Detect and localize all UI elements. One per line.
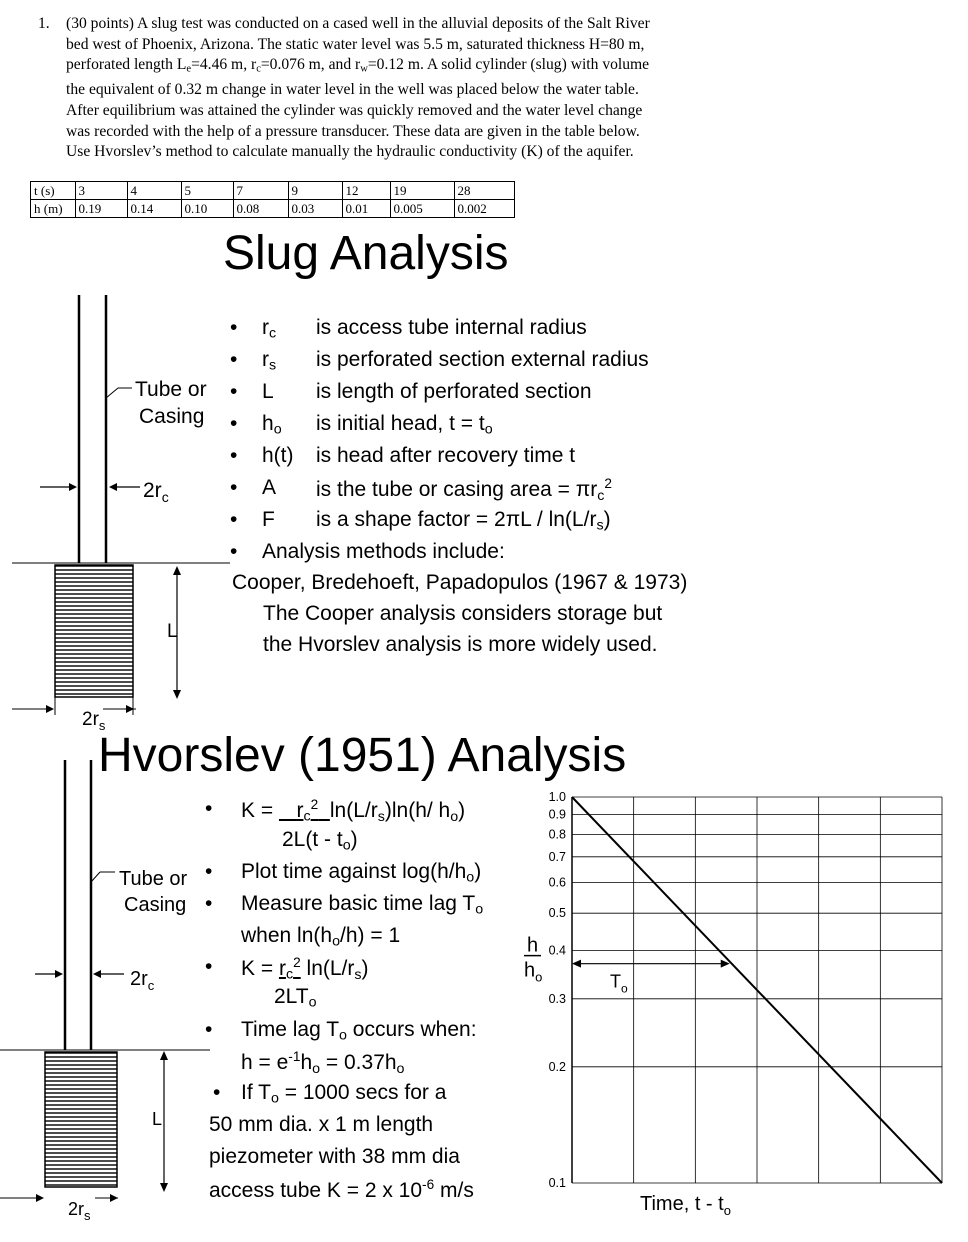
svg-text:Tube or: Tube or [119,868,188,890]
table-cell: 19 [390,182,454,200]
table-cell: 0.01 [342,200,390,218]
table-cell: 9 [288,182,342,200]
y-tick-label: 1.0 [548,790,566,804]
y-tick-label: 0.3 [548,991,566,1006]
to-arrow-head-left [572,960,581,968]
table-cell: 5 [181,182,233,200]
y-tick-label: 0.1 [548,1176,566,1190]
y-tick-label: 0.5 [548,906,566,921]
table-cell: 0.10 [181,200,233,218]
table-cell: 0.19 [75,200,127,218]
table-cell: 0.005 [390,200,454,218]
table-cell: 0.08 [233,200,288,218]
hvorslev-analysis-title: Hvorslev (1951) Analysis [98,729,627,782]
cooper-note-1: The Cooper analysis considers storage but [263,602,663,625]
cooper-note-2: the Hvorslev analysis is more widely used. [263,633,658,656]
y-tick-label: 0.2 [548,1059,566,1074]
table-cell: 0.002 [454,200,514,218]
svg-text:L: L [152,1109,163,1129]
svg-text:2rs: $2r_s$ [68,1199,91,1223]
table-cell: 3 [75,182,127,200]
svg-text:Casing: Casing [124,894,187,916]
problem-number: 1. [38,15,50,32]
slug-analysis-title: Slug Analysis [223,227,509,280]
table-header-t: t (s) [31,182,76,200]
slug-definitions-list: • $r_c$ is access tube internal radius • $r_s$ is perforated section external radius • L is length of perforated section • $h_o$ is initial head, $t = t_o$ • h(t) is head after recovery time t • A is the tube or casing area = $\pi r_c^2$ • F is a shape factor = $2\pi L / \ln(L/r_s)$ • Analysis methods include: Cooper, Bredehoeft, Papadopulos (1967 & 1973) The Cooper analysis considers storage but the Hvorslev analysis is more widely used. [230,316,688,656]
hvorslev-semilog-chart [505,780,968,1220]
svg-text:Casing: Casing [139,405,205,428]
svg-text:Tube or: Tube or [135,378,207,401]
table-row-time [31,182,515,200]
perforated-screen [45,1052,117,1187]
y-tick-label: 0.8 [548,827,566,842]
y-tick-label: 0.6 [548,875,566,890]
x-axis-label: Time, t - $t_o$ [640,1193,731,1218]
slug-test-data-table [30,181,515,218]
svg-text:2rs: $2r_s$ [82,709,106,733]
y-axis-label-h: h [527,934,539,957]
table-cell: 0.14 [127,200,181,218]
perforated-screen [55,565,133,697]
table-cell: 12 [342,182,390,200]
problem-statement [38,14,758,163]
slug-well-diagram [0,285,230,735]
y-axis-label-ho: $h_o$ [524,959,543,985]
svg-text:2rc: $2r_c$ [130,968,155,993]
table-cell: 4 [127,182,181,200]
table-cell: 28 [454,182,514,200]
y-tick-label: 0.4 [548,943,566,958]
table-header-h: h (m) [31,200,76,218]
svg-text:2rc: $2r_c$ [143,479,169,505]
y-tick-label: 0.7 [548,849,566,864]
hvorslev-well-diagram [0,760,215,1230]
svg-text:L: L [167,621,178,642]
table-row-head [31,200,515,218]
hvorslev-method-list: • K = $r_c^2$ $\ln(L/r_s)\ln(h/$ $h_o$) $2L(t - t_o)$ • Plot time against $\log(h/h_o)$ • Measure basic time lag $T_o$ when $\ln(h_o/h) = 1$ • $K = r_c^2$ $\ln(L/r_s)$ $2LT_o$ • Time lag $T_o$ occurs when: $h = e^{-1}h_o = 0.37h_o$ • If $T_o = 1000$ secs for a 50 mm dia. x 1 m length piezometer with 38 mm dia access tube K = 2 x $10^{-6}$ m/s [205,797,484,1203]
y-tick-label: 0.9 [548,807,566,822]
methods-line: Cooper, Bredehoeft, Papadopulos (1967 & 1973) [232,571,688,594]
table-cell: 0.03 [288,200,342,218]
to-annotation: $T_o$ [610,971,628,996]
table-cell: 7 [233,182,288,200]
problem-text: (30 points) A slug test was conducted on a cased well in the alluvial deposits of the Salt River bed west of Phoenix, Arizona. The static water level was 5.5 m, saturated thickness H=80 m, perforated length $L_e=4.46$ m, $r_c=0.076$ m, and $r_w=0.12$ m. A solid cylinder (slug) with volume the equivalent of 0.32 m change in water level in the well was placed below the water table. After equilibrium was attained the cylinder was quickly removed and the water level change was recorded with the help of a pressure transducer. These data are given in the table below. Use Hvorslev’s method to calculate manually the hydraulic conductivity (K) of the aquifer. [66,15,650,161]
